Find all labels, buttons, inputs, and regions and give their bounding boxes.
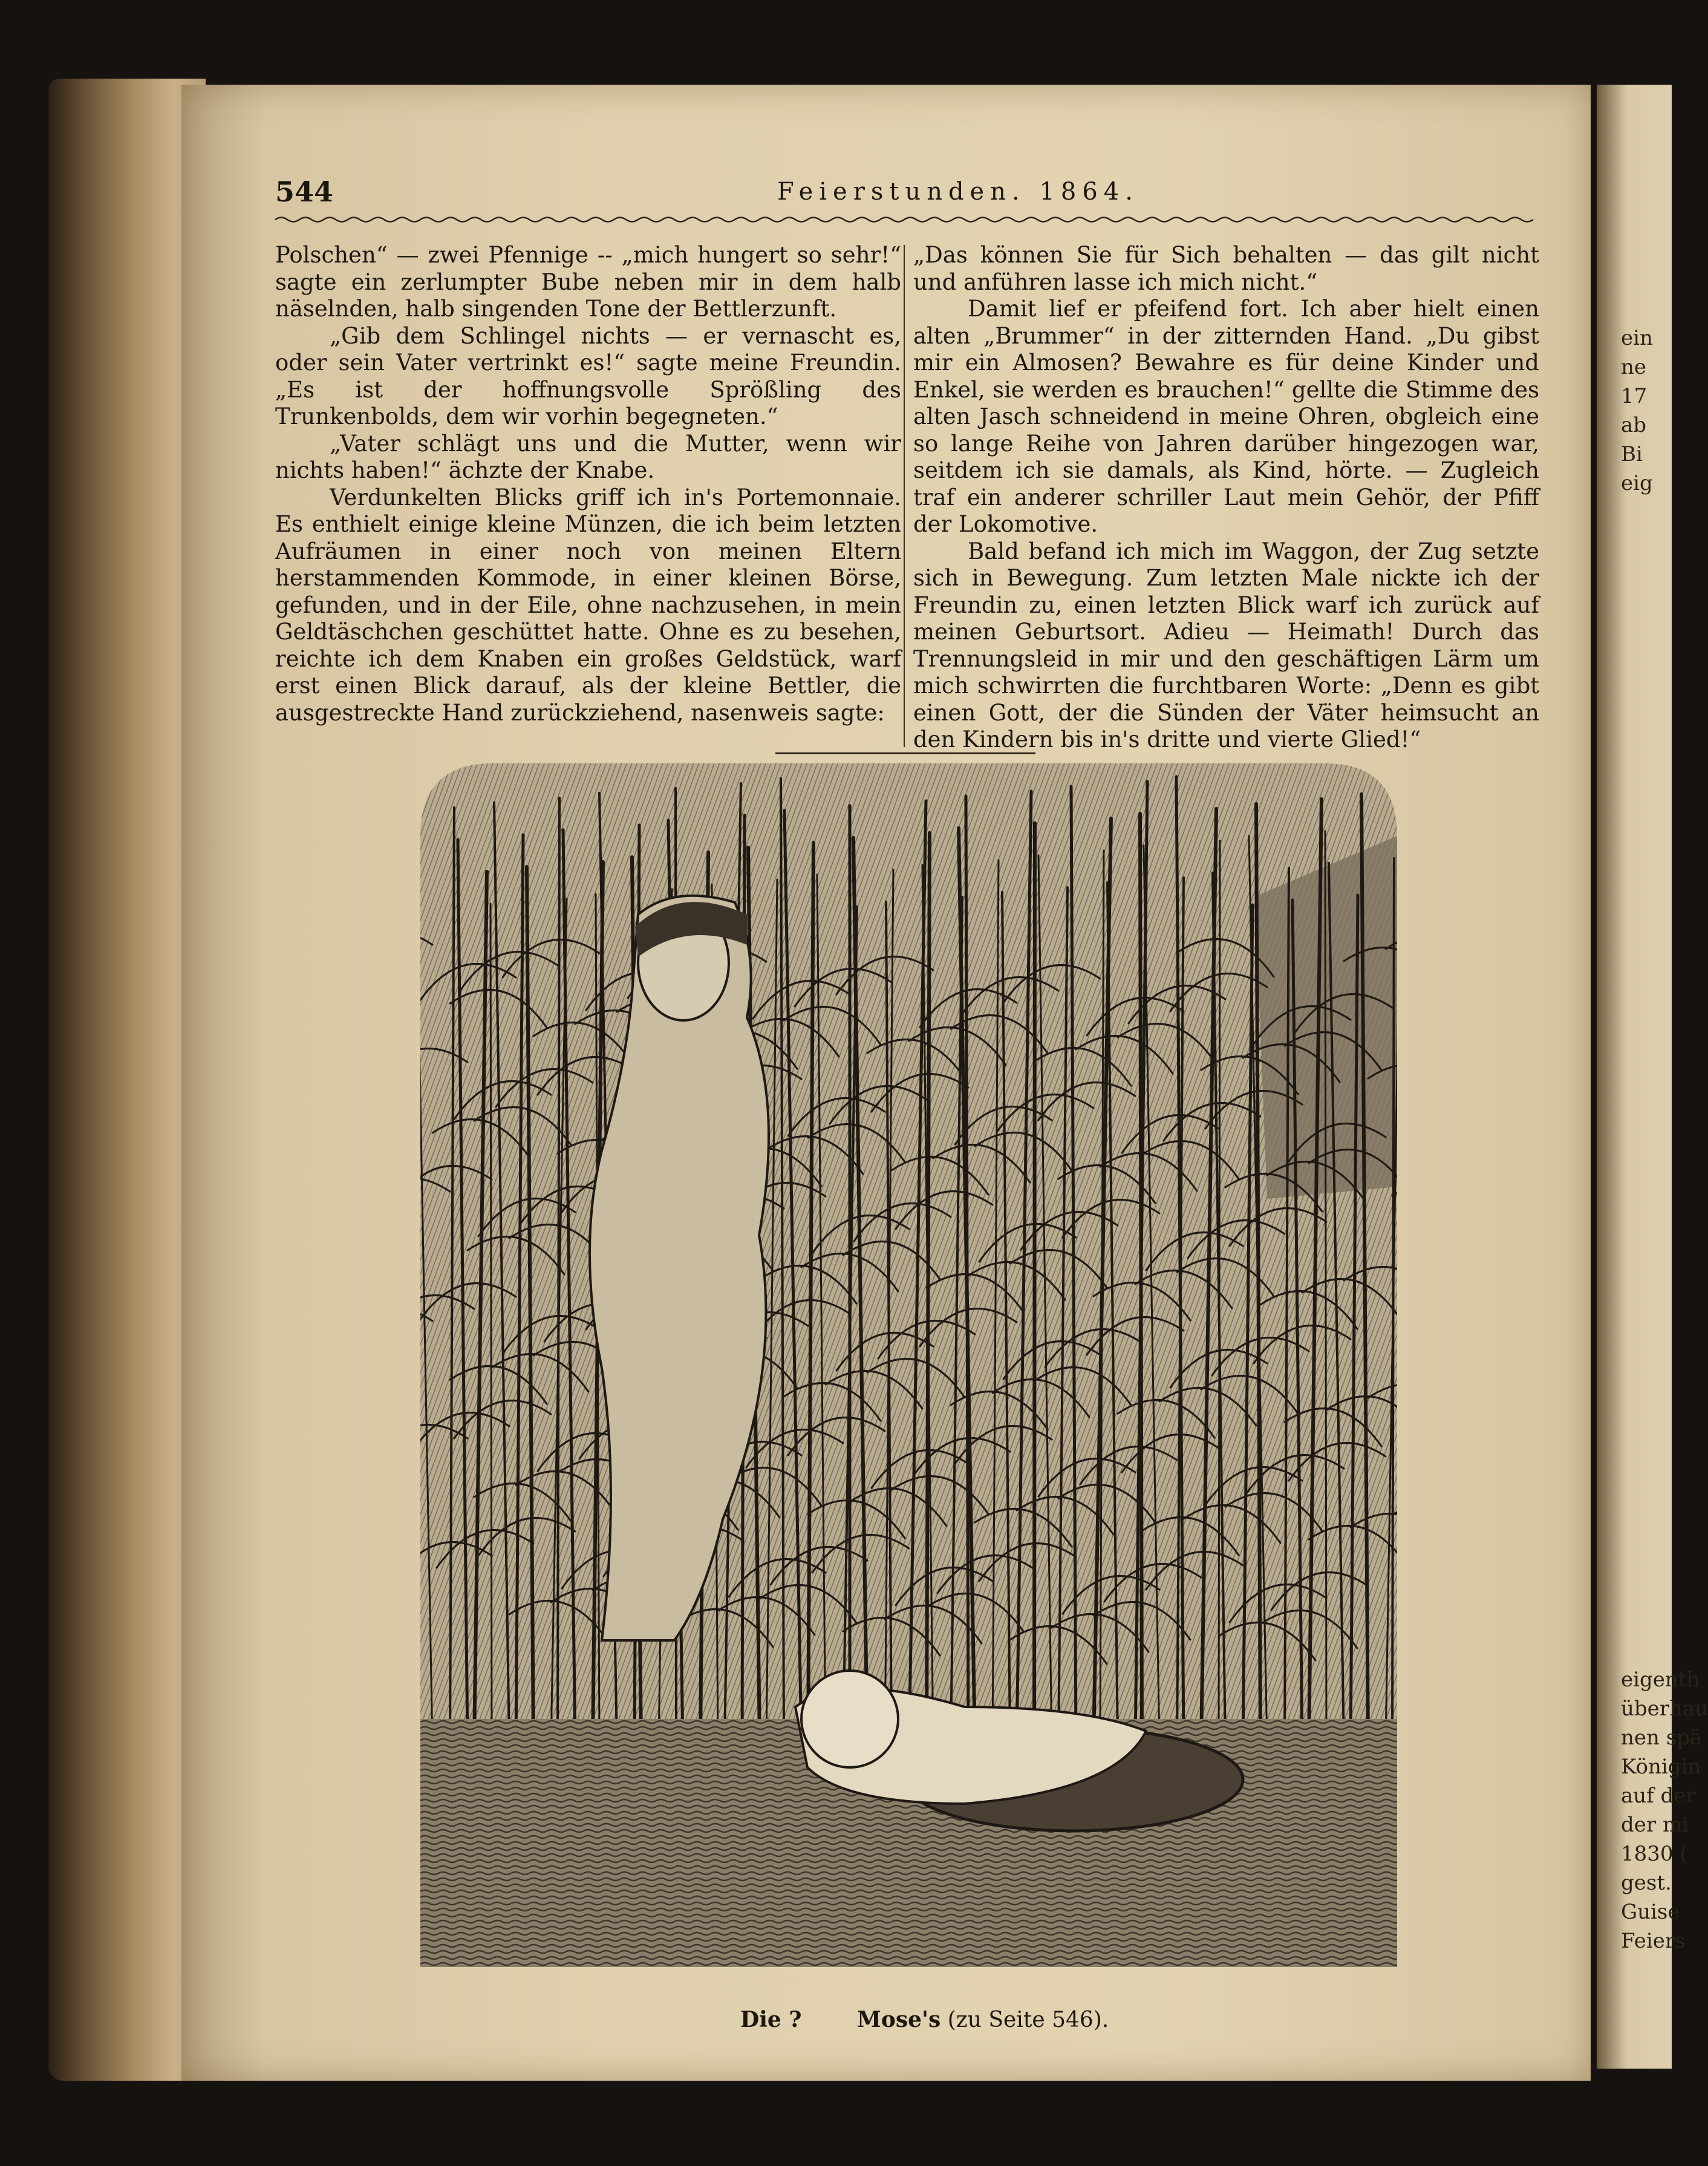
caption-title: Mose's [856, 2007, 941, 2032]
paragraph: „Vater schlägt uns und die Mutter, wenn wir nichts haben!“ ächzte der Knabe. [275, 430, 901, 483]
text-column-right [913, 242, 1539, 754]
section-rule [775, 752, 1035, 754]
column-divider [904, 245, 905, 747]
caption-page-ref: (zu Seite 546). [940, 2008, 1109, 2032]
adjacent-page-fragment: Königin [1621, 1755, 1701, 1779]
running-title: Feierstunden. 1864. [777, 178, 1139, 206]
adjacent-page-fragment: ne [1621, 355, 1647, 379]
illustration-caption [740, 2007, 1109, 2032]
adjacent-page-strip [1597, 85, 1708, 2069]
adjacent-page-fragment: eig [1621, 471, 1653, 495]
paragraph: „Gib dem Schlingel nichts — er vernascht es, oder sein Vater vertrinkt es!“ sagte meine Freundin. „Es ist der hoffnungsvolle Sprößling des Trunkenbolds, dem wir vorhin begegneten.“ [275, 322, 901, 429]
paragraph: Polschen“ — zwei Pfennige -- „mich hungert so sehr!“ sagte ein zerlumpter Bube neben mir in dem halb näselnden, halb singenden Tone der Bettlerzunft. [275, 242, 901, 322]
adjacent-page-fragment: 1830 ( [1621, 1842, 1688, 1866]
caption-damage-gap [801, 2008, 857, 2032]
engraving-illustration [420, 763, 1397, 2003]
adjacent-page-fragment: der mi [1621, 1813, 1689, 1837]
adjacent-page-fragment: Bi [1621, 442, 1643, 466]
adjacent-page-fragment: auf der [1621, 1784, 1696, 1808]
adjacent-page-fragment: gest. [1621, 1871, 1672, 1895]
paragraph: Verdunkelten Blicks griff ich in's Portemonnaie. Es enthielt einige kleine Münzen, die ich beim letzten Aufräumen in einer noch von meinen Eltern herstammenden Kommode, in einer kleinen Börse, gefunden, und in der Eile, ohne nachzusehen, in mein Geldtäschchen geschüttet hatte. Ohne es zu besehen, reichte ich dem Knaben ein großes Geldstück, warf erst einen Blick darauf, als der kleine Bettler, die ausgestreckte Hand zurückziehend, nasenweis sagte: [275, 484, 901, 726]
adjacent-page-fragment: Feiers [1621, 1929, 1686, 1953]
text-column-left [275, 242, 901, 726]
caption-prefix: Die ? [740, 2007, 802, 2032]
page-number: 544 [275, 175, 334, 208]
header-wavy-rule [275, 215, 1533, 224]
adjacent-page-fragment: ab [1621, 413, 1647, 437]
adjacent-page-fragment: überhau [1621, 1697, 1708, 1721]
adjacent-page-fragment: 17 [1621, 384, 1648, 408]
page-header [275, 175, 1533, 212]
paragraph: „Das können Sie für Sich behalten — das gilt nicht und anführen lasse ich mich nicht.“ [913, 242, 1539, 295]
adjacent-page-fragment: nen spä [1621, 1726, 1703, 1750]
adjacent-page-fragment: ein [1621, 326, 1653, 350]
paragraph: Bald befand ich mich im Waggon, der Zug setzte sich in Bewegung. Zum letzten Male nickte ich der Freundin zu, einen letzten Blick warf ich zurück auf meinen Geburtsort. Adieu — Heimath! Durch das Trennungsleid in mir und den geschäftigen Lärm um mich schwirrten die furchtbaren Worte: „Denn es gibt einen Gott, der die Sünden der Väter heimsucht an den Kindern bis in's dritte und vierte Glied!“ [913, 538, 1539, 752]
paragraph: Damit lief er pfeifend fort. Ich aber hielt einen alten „Brummer“ in der zitternden Hand. „Du gibst mir ein Almosen? Bewahre es für deine Kinder und Enkel, sie werden es brauchen!“ gellte die Stimme des alten Jasch schneidend in meine Ohren, obgleich eine so lange Reihe von Jahren darüber hingezogen war, seitdem ich sie damals, als Kind, hörte. — Zugleich traf ein anderer schriller Laut mein Gehör, der Pfiff der Lokomotive. [913, 296, 1539, 537]
adjacent-page-fragment: Guise [1621, 1900, 1680, 1924]
adjacent-page-fragment: eigenth [1621, 1668, 1700, 1692]
